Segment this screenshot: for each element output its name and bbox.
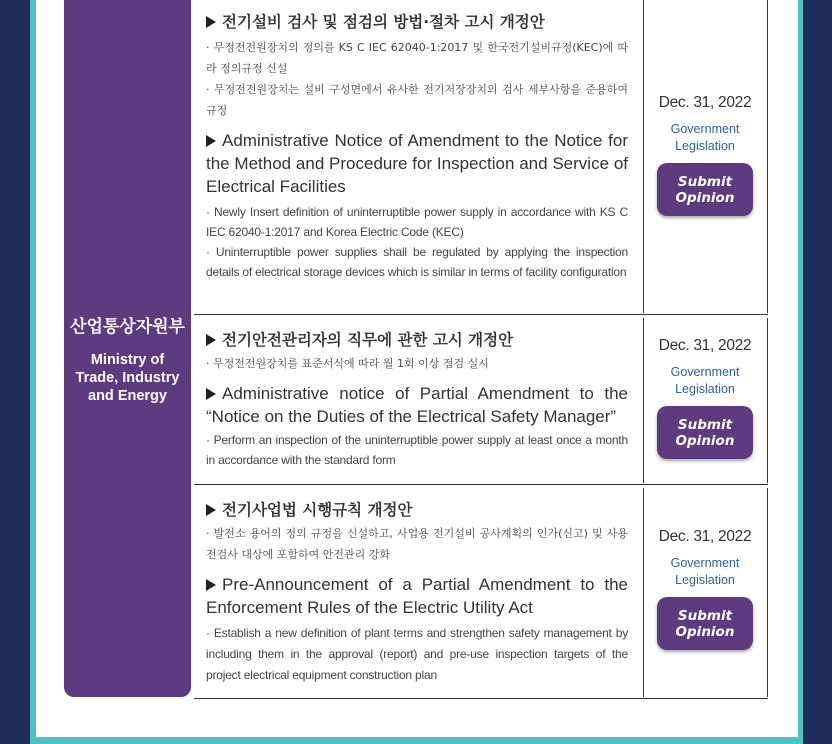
submit-opinion-button[interactable] — [657, 597, 753, 650]
submit-opinion-button[interactable] — [657, 163, 753, 216]
triangle-bullet-icon — [206, 504, 216, 516]
notice-detail-en: · Perform an inspection of the uninterruptible power supply at least once a month in accordance with the standard form — [206, 433, 628, 467]
deadline-date: Dec. 31, 2022 — [658, 94, 752, 111]
triangle-bullet-icon — [206, 135, 216, 147]
notice-side — [645, 528, 765, 650]
notice-detail-ko: · 발전소 용어의 정의 규정을 신설하고, 사업용 전기설비 공사계획의 인가(신고) 및 사용전검사 대상에 포함하여 안전관리 강화 — [206, 527, 628, 561]
submit-button-label: Opinion — [675, 189, 735, 206]
notice-title-ko: 전기안전관리자의 직무에 관한 고시 개정안 — [206, 329, 628, 351]
notice-row — [194, 0, 768, 315]
legislation-type: Government Legislation — [670, 365, 740, 396]
notice-detail-ko: · 무정전전원장치는 설비 구성면에서 유사한 전기저장장치의 검사 세부사항을 준용하여 규정 — [206, 83, 628, 117]
deadline-date: Dec. 31, 2022 — [658, 337, 752, 354]
deadline-date: Dec. 31, 2022 — [658, 528, 752, 545]
triangle-bullet-icon — [206, 579, 216, 591]
notice-content — [206, 499, 628, 686]
notice-content — [206, 329, 628, 470]
legislation-type: Government Legislation — [670, 122, 740, 153]
submit-button-label: Submit — [677, 416, 733, 433]
submit-button-label: Opinion — [675, 623, 735, 640]
notice-side — [645, 337, 765, 459]
ministry-name-en: Ministry of Trade, Industry and Energy — [75, 352, 180, 404]
notice-side — [645, 94, 765, 216]
notice-title-en: Administrative Notice of Amendment to the Notice for the Method and Procedure for Inspection and Service of Electrical Facilities — [206, 131, 628, 196]
notice-detail-en: · Uninterruptible power supplies shall be regulated by applying the inspection details of electrical storage devices which is similar in terms of facility configuration — [206, 245, 628, 279]
notice-row — [194, 488, 768, 699]
notice-detail-en: · Establish a new definition of plant terms and strengthen safety management by including them in the approval (report) and pre-use inspection targets of the project electrical equipment construction plan — [206, 626, 628, 682]
ministry-cell — [64, 0, 191, 697]
ministry-name-ko: 산업통상자원부 — [70, 317, 185, 337]
submit-opinion-button[interactable] — [657, 406, 753, 459]
triangle-bullet-icon — [206, 334, 216, 346]
triangle-bullet-icon — [206, 16, 216, 28]
notice-detail-ko: · 무정전전원장치의 정의를 KS C IEC 62040-1:2017 및 한국전기설비규정(KEC)에 따라 정의규정 신설 — [206, 41, 628, 75]
legislation-type: Government Legislation — [670, 556, 740, 587]
notice-detail-ko: · 무정전전원장치를 표준서식에 따라 월 1회 이상 점검 실시 — [206, 357, 489, 370]
submit-button-label: Opinion — [675, 432, 735, 449]
notice-title-ko: 전기사업법 시행규칙 개정안 — [206, 499, 628, 521]
triangle-bullet-icon — [206, 388, 216, 400]
notice-row — [194, 318, 768, 485]
notice-detail-en: · Newly Insert definition of uninterruptible power supply in accordance with KS C IEC 62040-1:2017 and Korea Electric Code (KEC) — [206, 205, 628, 239]
submit-button-label: Submit — [677, 607, 733, 624]
notice-title-ko: 전기설비 검사 및 점검의 방법·절차 고시 개정안 — [206, 11, 628, 33]
notice-title-en: Pre-Announcement of a Partial Amendment to the Enforcement Rules of the Electric Utility Act — [206, 575, 628, 617]
notice-content — [206, 11, 628, 282]
submit-button-label: Submit — [677, 173, 733, 190]
notice-title-en: Administrative notice of Partial Amendment to the “Notice on the Duties of the Electrical Safety Manager” — [206, 384, 628, 426]
